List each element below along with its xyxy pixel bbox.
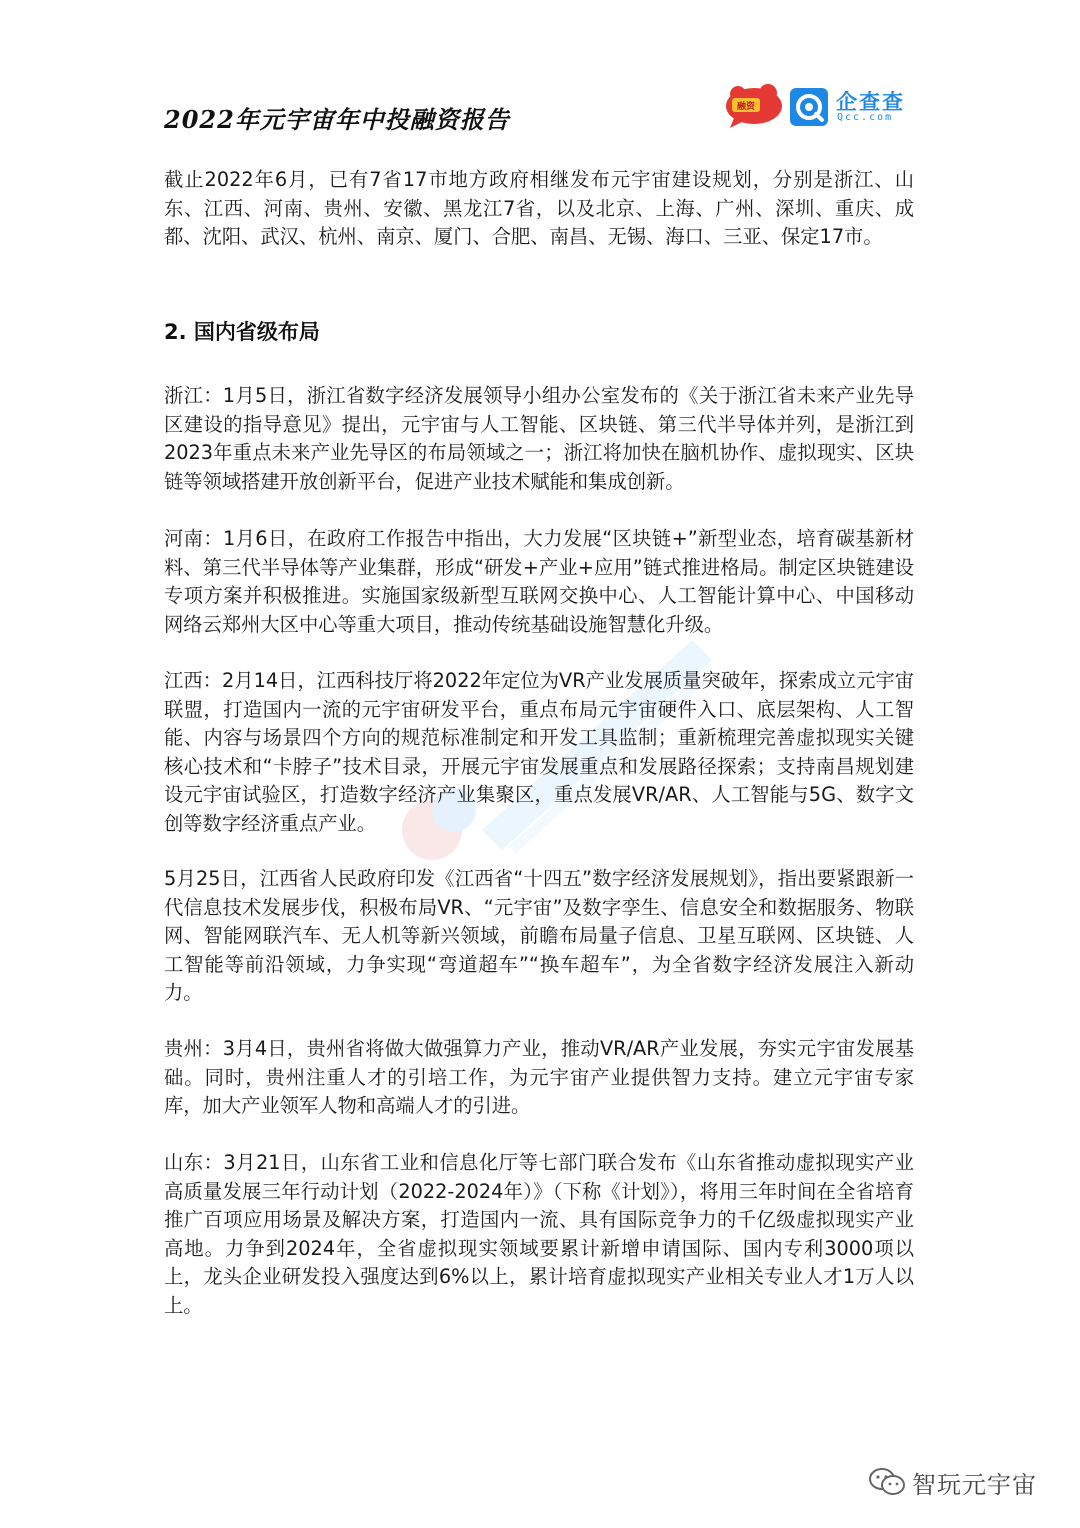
- financing-logo: [724, 84, 784, 130]
- footer-brand-name: 智玩元宇宙: [912, 1470, 1037, 1499]
- intro-paragraph: 截止2022年6月，已有7省17市地方政府相继发布元宇宙建设规划，分别是浙江、山东、江西、河南、贵州、安徽、黑龙江7省，以及北京、上海、广州、深圳、重庆、成都、沈阳、武汉、杭州、南京、厦门、合肥、南昌、无锡、海口、三亚、保定17市。: [164, 168, 914, 249]
- qcc-domain: Qcc.com: [837, 112, 894, 123]
- chat-bubble-logo-icon: [724, 84, 784, 130]
- jiangxi-plan-paragraph: 5月25日，江西省人民政府印发《江西省“十四五”数字经济发展规划》，指出要紧跟新一代信息技术发展步伐，积极布局VR、“元宇宙”及数字孪生、信息安全和数据服务、物联网、智能网联汽车、无人机等新兴领域，前瞻布局量子信息、卫星互联网、区块链、人工智能等前沿领域，力争实现“弯道超车”“换车超车”，为全省数字经济发展注入新动力。: [164, 867, 914, 1005]
- qcc-name: 企查查: [836, 90, 905, 114]
- qcc-logo: [790, 86, 912, 128]
- henan-paragraph: 河南：1月6日，在政府工作报告中指出，大力发展“区块链+”新型业态，培育碳基新材料、第三代半导体等产业集群，形成“研发+产业+应用”链式推进格局。制定区块链建设专项方案并积极推进。实施国家级新型互联网交换中心、人工智能计算中心、中国移动网络云郑州大区中心等重大项目，推动传统基础设施智慧化升级。: [164, 527, 914, 636]
- shandong-paragraph: 山东：3月21日，山东省工业和信息化厅等七部门联合发布《山东省推动虚拟现实产业高质量发展三年行动计划（2022-2024年）》（下称《计划》），将用三年时间在全省培育推广百项应用场景及解决方案，打造国内一流、具有国际竞争力的千亿级虚拟现实产业高地。力争到2024年，全省虚拟现实领域要累计新增申请国际、国内专利3000项以上，龙头企业研发投入强度达到6%以上，累计培育虚拟现实产业相关专业人才1万人以上。: [164, 1151, 914, 1317]
- zhejiang-paragraph: 浙江：1月5日，浙江省数字经济发展领导小组办公室发布的《关于浙江省未来产业先导区建设的指导意见》提出，元宇宙与人工智能、区块链、第三代半导体并列，是浙江到2023年重点未来产业先导区的布局领域之一；浙江将加快在脑机协作、虚拟现实、区块链等领域搭建开放创新平台，促进产业技术赋能和集成创新。: [164, 384, 914, 493]
- qcc-mark-icon: [790, 88, 828, 126]
- footer-brand: [868, 1462, 1037, 1502]
- section-heading: 2. 国内省级布局: [164, 320, 320, 344]
- guizhou-paragraph: 贵州：3月4日，贵州省将做大做强算力产业，推动VR/AR产业发展，夯实元宇宙发展基础。同时，贵州注重人才的引培工作，为元宇宙产业提供智力支持。建立元宇宙专家库，加大产业领军人物和高端人才的引进。: [164, 1037, 914, 1118]
- report-title: 2022年元宇宙年中投融资报告: [164, 105, 510, 134]
- logo-left-text: 融资: [736, 102, 756, 112]
- wechat-icon: [868, 1467, 906, 1497]
- jiangxi-paragraph: 江西：2月14日，江西科技厅将2022年定位为VR产业发展质量突破年，探索成立元宇宙联盟，打造国内一流的元宇宙研发平台，重点布局元宇宙硬件入口、底层架构、人工智能、内容与场景四个方向的规范标准制定和开发工具监制；重新梳理完善虚拟现实关键核心技术和“卡脖子”技术目录，开展元宇宙发展重点和发展路径探索；支持南昌规划建设元宇宙试验区，打造数字经济产业集聚区，重点发展VR/AR、人工智能与5G、数字文创等数字经济重点产业。: [164, 669, 914, 835]
